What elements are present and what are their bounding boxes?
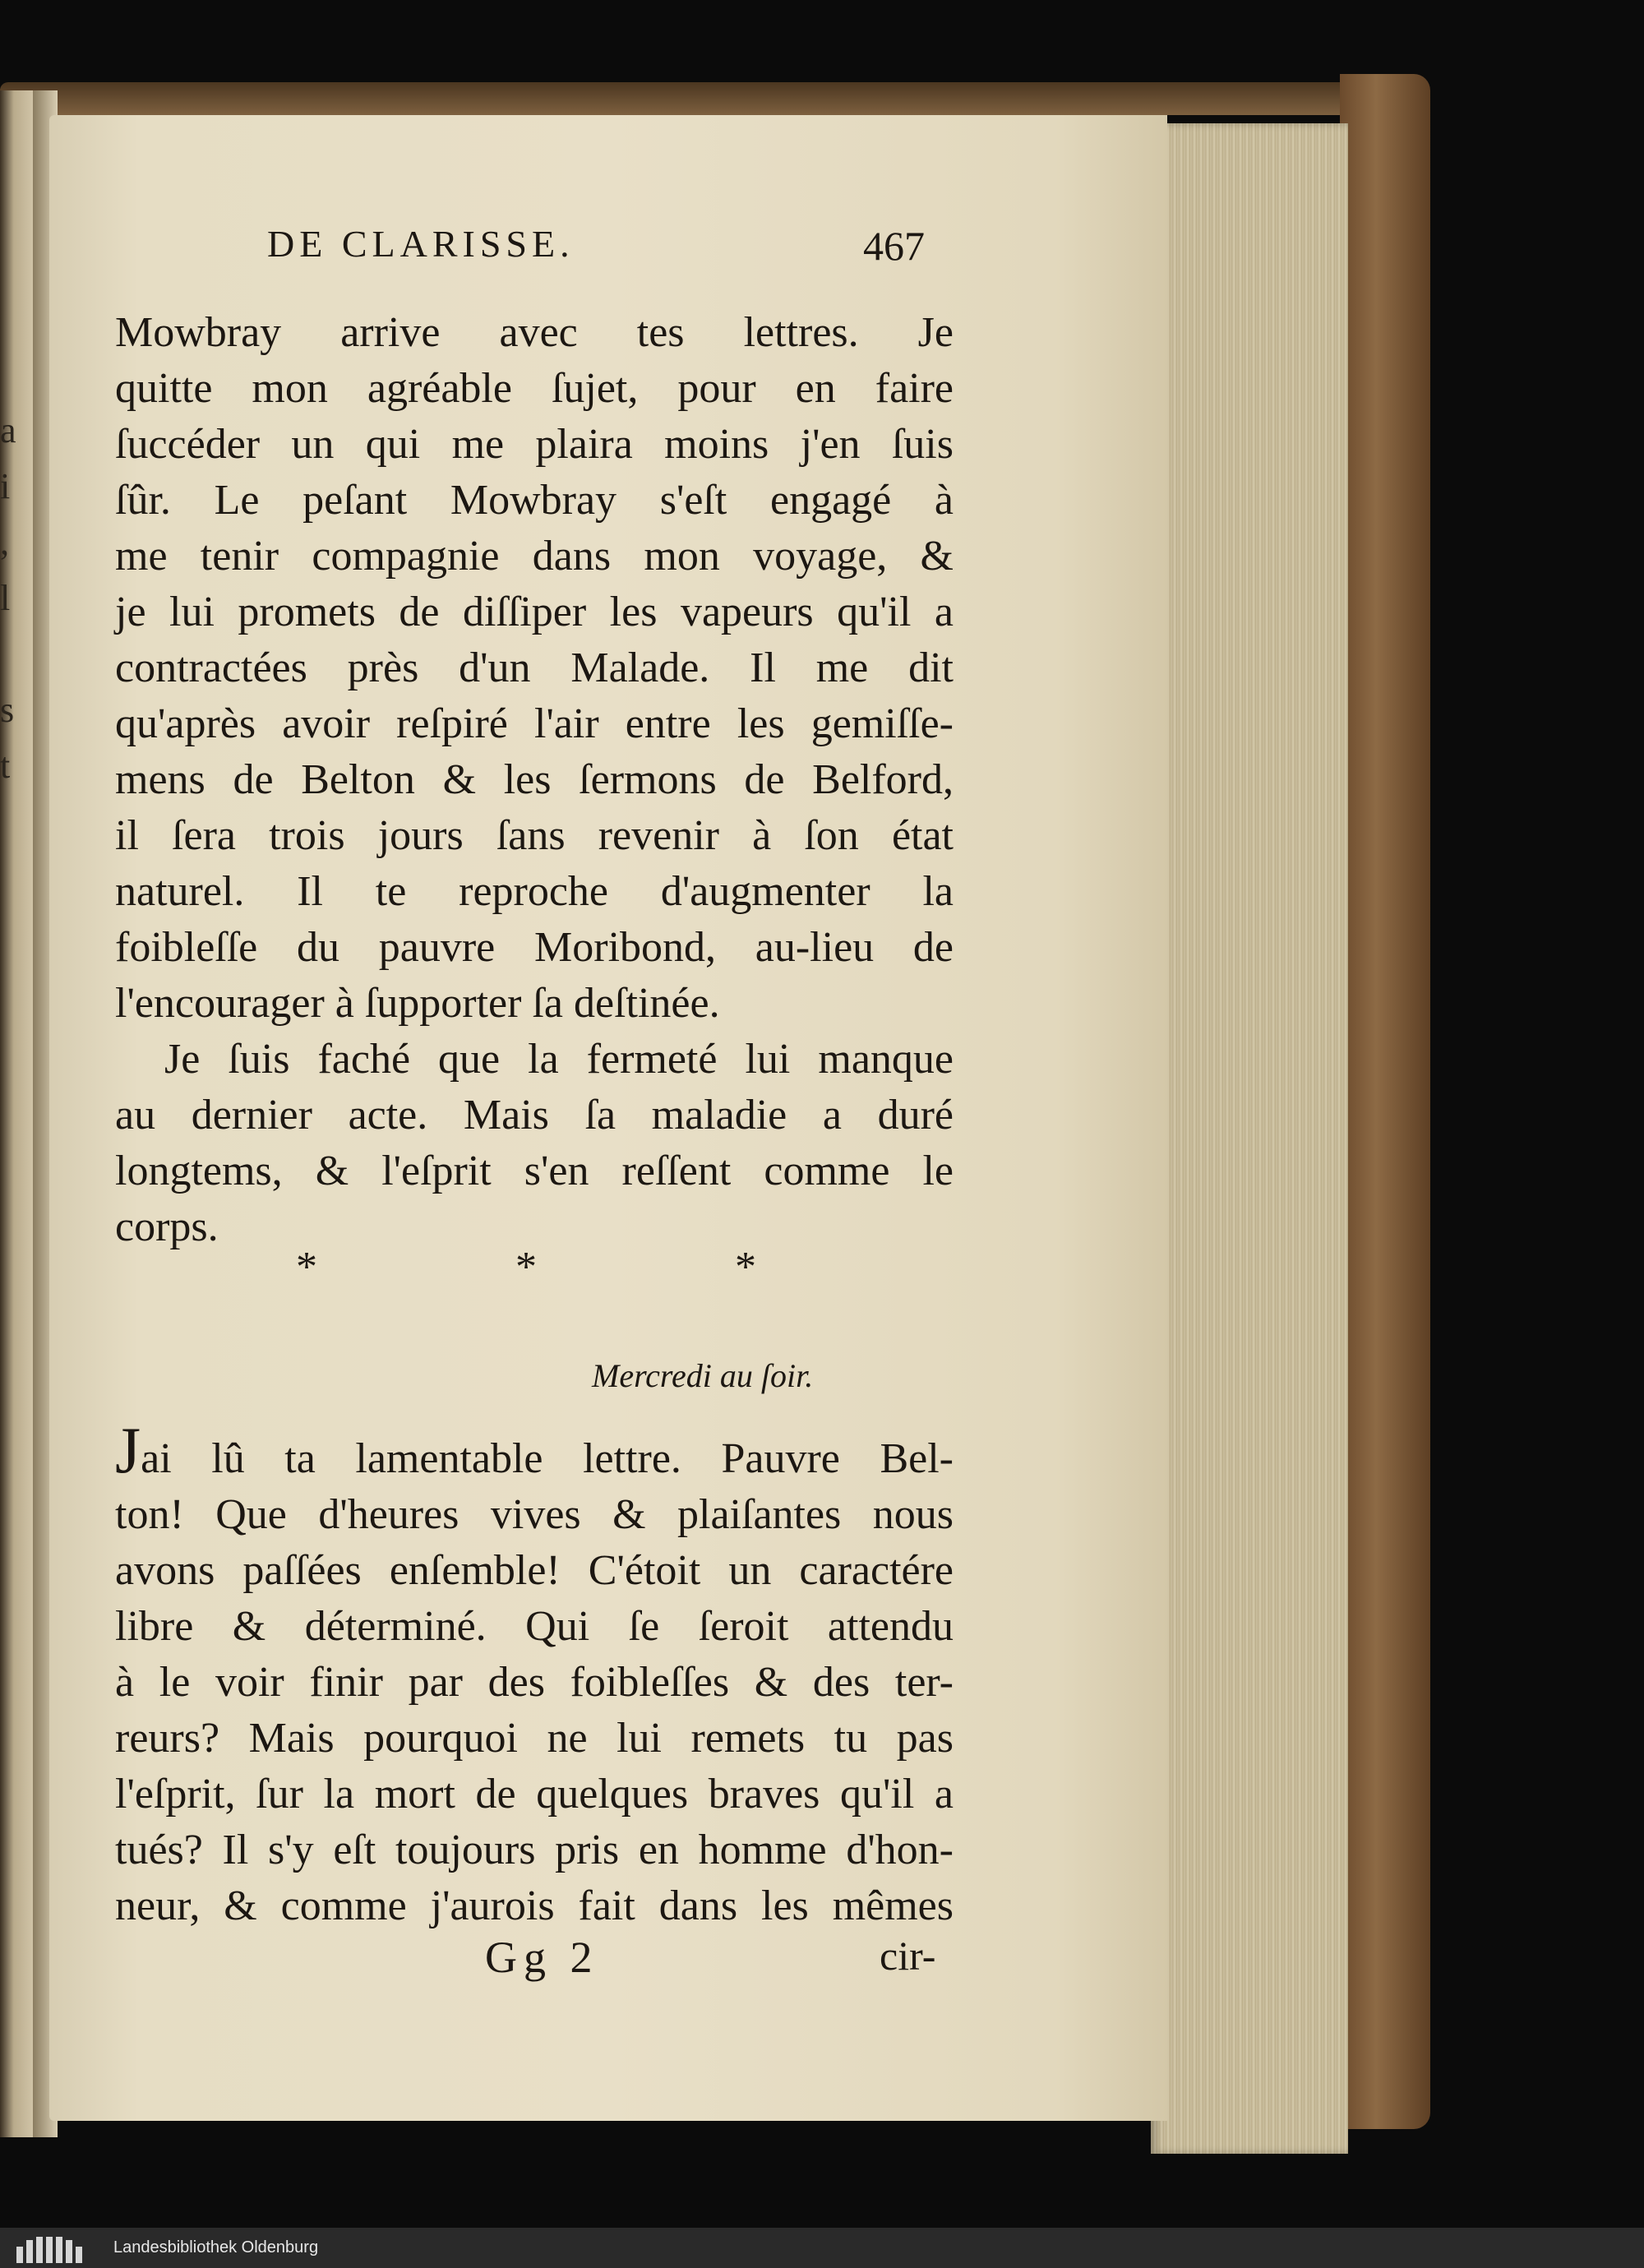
section-break [296,1243,756,1291]
text-line-11: naturel. Il te reproche d'augmenter la [115,868,954,915]
previous-page-text: a i , l s t [0,410,16,786]
text-line-1: Mowbray arrive avec tes lettres. Je [115,309,954,356]
text-line-21: libre & déterminé. Qui ſe ſeroit attendu [115,1603,954,1650]
signature-mark: Gg 2 [485,1933,599,1982]
library-footer-bar [0,2228,1644,2268]
book-cover-spine [1340,74,1430,2129]
text-line-19: ton! Que d'heures vives & plaiſantes nous [115,1491,954,1538]
text-line-25: tués? Il s'y eſt toujours pris en homme d'hon- [115,1827,954,1873]
text-line-10: il ſera trois jours ſans revenir à ſon état [115,812,954,859]
text-line-6: je lui promets de diſſiper les vapeurs qu'il a [115,589,954,635]
text-line-24: l'eſprit, ſur la mort de quelques braves qu'il a [115,1771,954,1818]
text-line-12: foibleſſe du pauvre Moribond, au-lieu de [115,924,954,971]
text-line-13: l'encourager à ſupporter ſa deſtinée. [115,980,720,1027]
text-line-8: qu'après avoir reſpiré l'air entre les gemiſſe- [115,700,954,747]
letter-dateline: Mercredi au ſoir. [592,1357,814,1394]
text-line-7: contractées près d'un Malade. Il me dit [115,644,954,691]
text-line-2: quitte mon agréable ſujet, pour en faire [115,365,954,412]
text-line-15: au dernier acte. Mais ſa maladie a duré [115,1092,954,1139]
page-block-edges [1151,123,1348,2154]
page-number: 467 [863,223,925,269]
text-line-22: à le voir finir par des foibleſſes & des ter- [115,1659,954,1706]
text-line-5: me tenir compagnie dans mon voyage, & [115,533,954,580]
library-building-icon [16,2233,99,2263]
asterisk: * [515,1244,537,1291]
drop-cap: J [115,1415,141,1487]
cover-top-edge [0,82,1414,115]
text-line-23: reurs? Mais pourquoi ne lui remets tu pas [115,1715,954,1762]
text-line-18 [115,1415,954,1487]
catchword: cir- [880,1933,936,1979]
asterisk: * [735,1244,756,1291]
text-line-26: neur, & comme j'aurois fait dans les mêmes [115,1882,954,1929]
running-head: DE CLARISSE. [267,223,575,265]
text-line-14: Je ſuis faché que la fermeté lui manque [164,1036,954,1083]
asterisk: * [296,1244,317,1291]
text-line-3: ſuccéder un qui me plaira moins j'en ſuis [115,421,954,468]
library-name: Landesbibliothek Oldenburg [113,2238,319,2256]
text-line-16: longtems, & l'eſprit s'en reſſent comme le [115,1148,954,1194]
text-line-20: avons paſſées enſemble! C'étoit un caractére [115,1547,954,1594]
text-line-9: mens de Belton & les ſermons de Belford, [115,756,954,803]
text-line-17: corps. [115,1203,219,1250]
text-line-4: ſûr. Le peſant Mowbray s'eſt engagé à [115,477,954,524]
text-line-18-body: ai lû ta lamentable lettre. Pauvre Bel- [141,1435,954,1482]
